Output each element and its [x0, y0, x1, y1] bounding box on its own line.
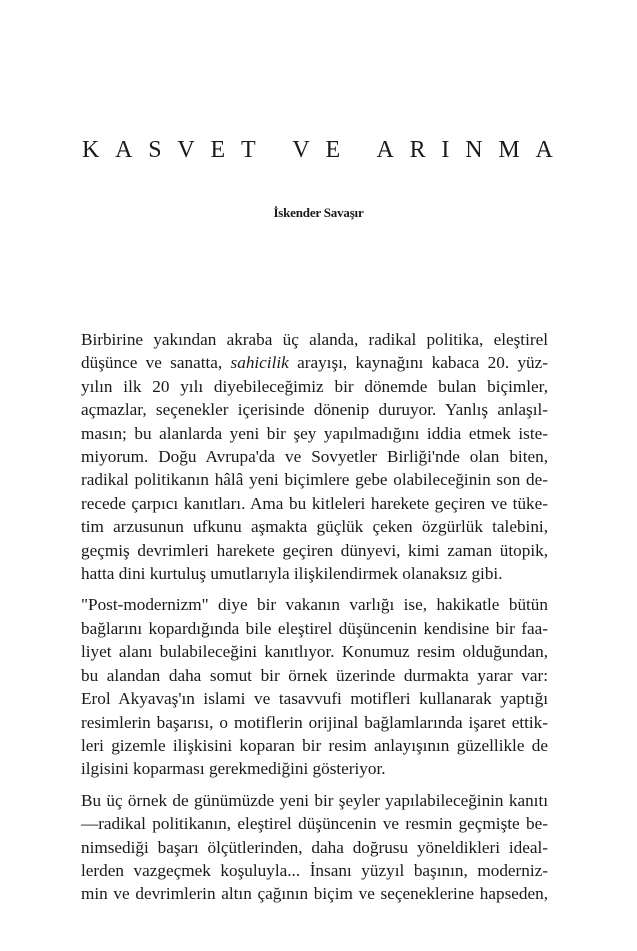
paragraph-3: [81, 789, 548, 906]
paragraph-2: [81, 593, 548, 780]
text-line: nimsediği başarı ölçütlerinden, daha doğrusu yöneldikleri ideal-: [81, 837, 548, 857]
text-line: bağlarını kopardığında bile eleştirel düşüncenin kendisine bir faa-: [81, 618, 548, 638]
text-line: Erol Akyavaş'ın islami ve tasavvufi motifleri kullanarak yaptığı: [81, 689, 548, 709]
author-name: İskender Savaşır: [273, 205, 364, 220]
text-line-with-italic: [81, 351, 548, 374]
text-line: tim arzusunun ufkunu aşmakta güçlük çeken özgürlük talebini,: [81, 517, 548, 537]
text-line: resimlerin başarısı, o motiflerin orijinal bağlamlarında işaret ettik-: [81, 712, 548, 732]
text-line: "Post-modernizm" diye bir vakanın varlığı ise, hakikatle bütün: [81, 595, 548, 615]
text-segment: düşünce ve sanatta,: [81, 353, 231, 373]
text-segment: arayışı, kaynağını kabaca 20. yüz-: [288, 353, 548, 373]
text-line: recede çarpıcı kanıtları. Ama bu kitleleri harekete geçiren ve tüke-: [81, 493, 548, 513]
text-line: Birbirine yakından akraba üç alanda, radikal politika, eleştirel: [81, 330, 548, 349]
text-line: radikal politikanın hâlâ yeni biçimlere gebe olabileceğinin son de-: [81, 470, 548, 490]
italic-term: sahicilik: [230, 353, 289, 373]
text-line: hatta dini kurtuluş umutlarıyla ilişkilendirmek olanaksız gibi.: [81, 564, 503, 584]
text-line: masın; bu alanlarda yeni bir şey yapılmadığını iddia etmek iste-: [81, 423, 548, 443]
text-line: leri gizemle ilişkisini koparan bir resim anlayışının güzellikle de: [81, 735, 548, 755]
text-line: Bu üç örnek de günümüzde yeni bir şeyler yapılabileceğinin kanıtı: [81, 790, 548, 810]
text-line: ilgisini koparması gerekmediğini gösteriyor.: [81, 759, 386, 779]
text-line: lerden vazgeçmek koşuluyla... İnsanı yüzyıl başının, moderniz-: [81, 860, 548, 880]
paragraph-1: [81, 328, 548, 585]
text-line: min ve devrimlerin altın çağının biçim ve seçeneklerine hapseden,: [81, 884, 548, 904]
text-line: miyorum. Doğu Avrupa'da ve Sovyetler Birliği'nde olan biten,: [81, 447, 548, 467]
text-line: yılın ilk 20 yılı diyebileceğimiz bir dönemde bulan biçimler,: [81, 376, 548, 396]
body-text: [81, 328, 548, 906]
text-line: liyet alanı bulabileceğini kanıtlıyor. Konumuz resim olduğundan,: [81, 642, 548, 662]
chapter-title: KASVET VE ARINMA: [82, 137, 569, 163]
text-line: —radikal politikanın, eleştirel düşüncenin ve resmin geçmişte be-: [81, 814, 548, 834]
text-line: geçmiş devrimleri harekete geçiren dünyevi, kimi zaman ütopik,: [81, 540, 548, 560]
text-line: açmazlar, seçenekler içerisinde dönenip duruyor. Yanlış anlaşıl-: [81, 400, 548, 420]
text-line: bu alandan daha somut bir örnek üzerinde durmakta yarar var:: [81, 665, 548, 685]
